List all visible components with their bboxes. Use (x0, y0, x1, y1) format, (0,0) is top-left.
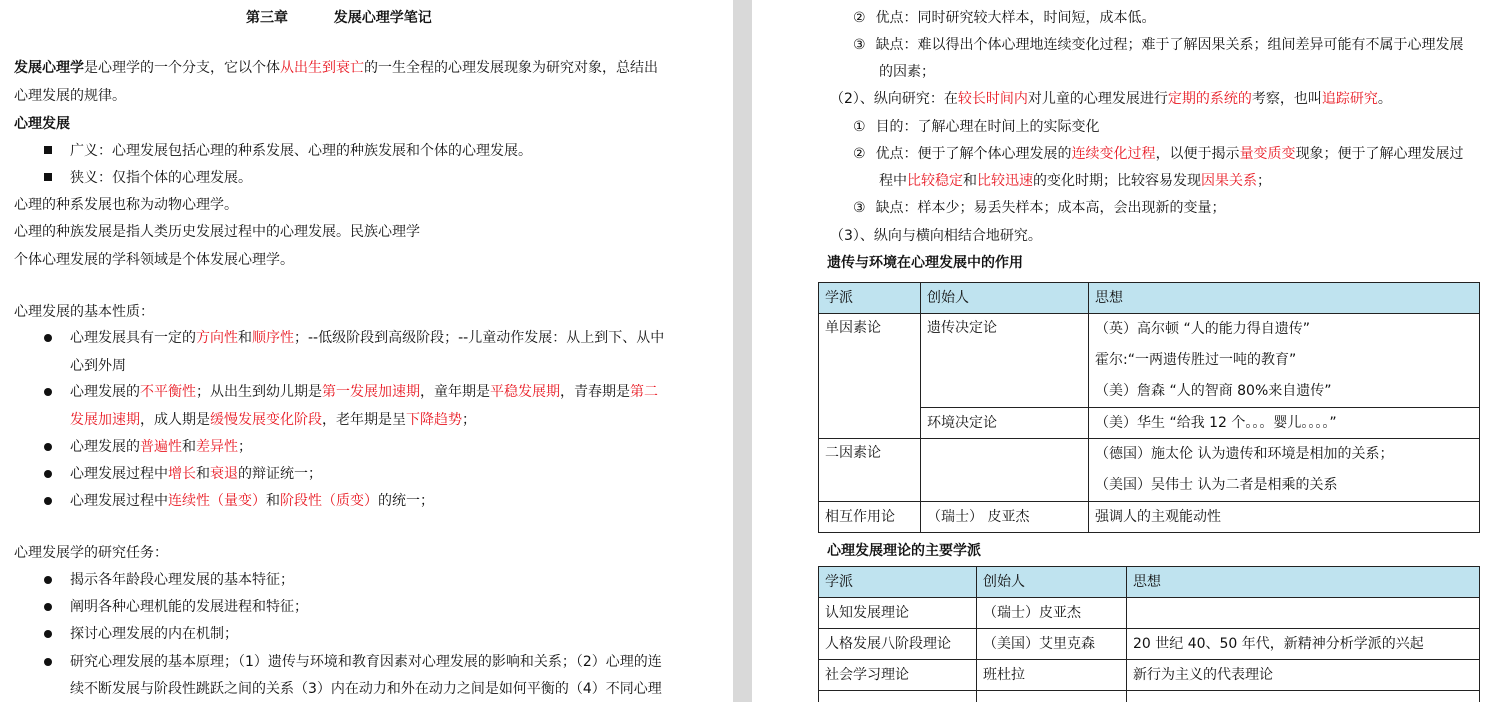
cross-sectional-disadvantage: ③ 缺点：难以得出个体心理地连续变化过程；难于了解因果关系；组间差异可能有不属于心理发展 (853, 37, 1464, 53)
nature-item-4: 心理发展过程中增长和衰退的辩证统一； (70, 466, 322, 482)
school-cell: 相互作用论 (819, 502, 921, 533)
cross-sectional-disadvantage-cont: 的因素； (879, 64, 935, 80)
table-row (819, 691, 1480, 702)
longitudinal-purpose: ① 目的：了解心理在时间上的实际变化 (853, 119, 1100, 135)
bullet-dot-icon (44, 497, 52, 505)
definition-line-2: 心理发展的规律。 (14, 88, 126, 104)
cross-sectional-advantage: ② 优点：同时研究较大样本，时间短，成本低。 (853, 10, 1156, 26)
task-item: 阐明各种心理机能的发展进程和特征； (70, 599, 308, 615)
nature-item-2-cont: 发展加速期，成人期是缓慢发展变化阶段，老年期是呈下降趋势； (70, 412, 476, 428)
ideas-cell: （美）华生 “给我 12 个。。。婴儿。。。。” (1089, 408, 1480, 439)
nature-item-5: 心理发展过程中连续性（量变）和阶段性（质变）的统一； (70, 493, 434, 509)
chapter-name: 发展心理学笔记 (333, 10, 432, 26)
founder-cell: 班杜拉 (977, 660, 1127, 691)
table-header-row (819, 567, 1480, 598)
circled-number-icon: ③ (853, 37, 866, 53)
table-header-row (819, 283, 1480, 314)
school-cell: 人格发展八阶段理论 (819, 629, 977, 660)
page-gutter (733, 0, 752, 702)
header-cell: 创始人 (977, 567, 1127, 598)
ideas-cell: 20 世纪 40、50 年代，新精神分析学派的兴起 (1127, 629, 1480, 660)
school-cell: 单因素论 (819, 314, 921, 439)
bullet-dot-icon (44, 658, 52, 666)
circled-number-icon: ① (853, 119, 866, 135)
header-cell: 思想 (1089, 283, 1480, 314)
table-row (819, 439, 1480, 502)
nature-item-3: 心理发展的普遍性和差异性； (70, 439, 252, 455)
section-heading: 心理发展 (14, 116, 70, 132)
nature-item-1: 心理发展具有一定的方向性和顺序性；--低级阶段到高级阶段；--儿童动作发展：从上到下、从中 (70, 330, 665, 346)
right-page (752, 0, 1500, 702)
founder-cell (921, 439, 1089, 502)
bullet-dot-icon (44, 334, 52, 342)
task-item-cont: 续不断发展与阶段性跳跃之间的关系（3）内在动力和外在动力之间是如何平衡的（4）不同心理 (70, 681, 662, 697)
note-line: 心理的种族发展是指人类历史发展过程中的心理发展。民族心理学 (14, 224, 420, 240)
bullet-dot-icon (44, 443, 52, 451)
longitudinal-heading: （2）、纵向研究：在较长时间内对儿童的心理发展进行定期的系统的考察，也叫追踪研究。 (830, 91, 1392, 107)
school-cell: 社会学习理论 (819, 660, 977, 691)
table-row (819, 502, 1480, 533)
ideas-cell: （德国）施太伦 认为遗传和环境是相加的关系； （美国）吴伟士 认为二者是相乘的关系 (1089, 439, 1480, 502)
table-row (819, 598, 1480, 629)
table-row (819, 314, 1480, 408)
task-item: 揭示各年龄段心理发展的基本特征； (70, 572, 294, 588)
table-row (819, 629, 1480, 660)
founder-cell: （美国）艾里克森 (977, 629, 1127, 660)
longitudinal-advantage-cont: 程中比较稳定和比较迅速的变化时期；比较容易发现因果关系； (879, 173, 1271, 189)
bullet-dot-icon (44, 576, 52, 584)
ideas-cell: 强调人的主观能动性 (1089, 502, 1480, 533)
development-theories-table (818, 566, 1480, 702)
founder-cell: 环境决定论 (921, 408, 1089, 439)
combined-research: （3）、纵向与横向相结合地研究。 (830, 228, 1042, 244)
longitudinal-advantage: ② 优点：便于了解个体心理发展的连续变化过程，以便于揭示量变质变现象；便于了解心理发展过 (853, 146, 1464, 162)
narrow-definition: 狭义：仅指个体的心理发展。 (70, 170, 252, 186)
nature-item-1-cont: 心到外周 (70, 358, 126, 374)
header-cell: 学派 (819, 567, 977, 598)
table1-title: 遗传与环境在心理发展中的作用 (827, 255, 1023, 271)
school-cell: 二因素论 (819, 439, 921, 502)
heredity-environment-table (818, 282, 1480, 533)
square-bullet-icon (44, 173, 52, 181)
bullet-dot-icon (44, 603, 52, 611)
header-cell: 创始人 (921, 283, 1089, 314)
broad-definition: 广义：心理发展包括心理的种系发展、心理的种族发展和个体的心理发展。 (70, 143, 532, 159)
note-line: 个体心理发展的学科领域是个体发展心理学。 (14, 252, 294, 268)
task-item: 研究心理发展的基本原理；（1）遗传与环境和教育因素对心理发展的影响和关系；（2）心理的连 (70, 654, 662, 670)
school-cell: 认知发展理论 (819, 598, 977, 629)
header-cell: 思想 (1127, 567, 1480, 598)
ideas-cell: （英）高尔顿 “人的能力得自遗传” 霍尔:“一两遗传胜过一吨的教育” （美）詹森 “人的智商 80%来自遗传” (1089, 314, 1480, 408)
longitudinal-disadvantage: ③ 缺点：样本少；易丢失样本；成本高，会出现新的变量； (853, 200, 1226, 216)
nature-item-2: 心理发展的不平衡性；从出生到幼儿期是第一发展加速期，童年期是平稳发展期，青春期是第二 (70, 384, 658, 400)
bullet-dot-icon (44, 630, 52, 638)
circled-number-icon: ② (853, 10, 866, 26)
square-bullet-icon (44, 146, 52, 154)
circled-number-icon: ② (853, 146, 866, 162)
founder-cell: （瑞士） 皮亚杰 (921, 502, 1089, 533)
table-row (819, 660, 1480, 691)
ideas-cell (1127, 598, 1480, 629)
left-page (0, 0, 733, 702)
table2-title: 心理发展理论的主要学派 (827, 543, 981, 559)
note-line: 心理的种系发展也称为动物心理学。 (14, 197, 238, 213)
task-item: 探讨心理发展的内在机制； (70, 626, 238, 642)
ideas-cell: 新行为主义的代表理论 (1127, 660, 1480, 691)
founder-cell: （瑞士）皮亚杰 (977, 598, 1127, 629)
chapter-number: 第三章 (246, 10, 288, 26)
founder-cell: 遗传决定论 (921, 314, 1089, 408)
definition-line-1: 发展心理学是心理学的一个分支，它以个体从出生到衰亡的一生全程的心理发展现象为研究对象，总结出 (14, 60, 658, 76)
chapter-title (246, 8, 432, 28)
nature-heading: 心理发展的基本性质： (14, 304, 154, 320)
header-cell: 学派 (819, 283, 921, 314)
circled-number-icon: ③ (853, 200, 866, 216)
bullet-dot-icon (44, 388, 52, 396)
bullet-dot-icon (44, 470, 52, 478)
task-heading: 心理发展学的研究任务： (14, 545, 168, 561)
